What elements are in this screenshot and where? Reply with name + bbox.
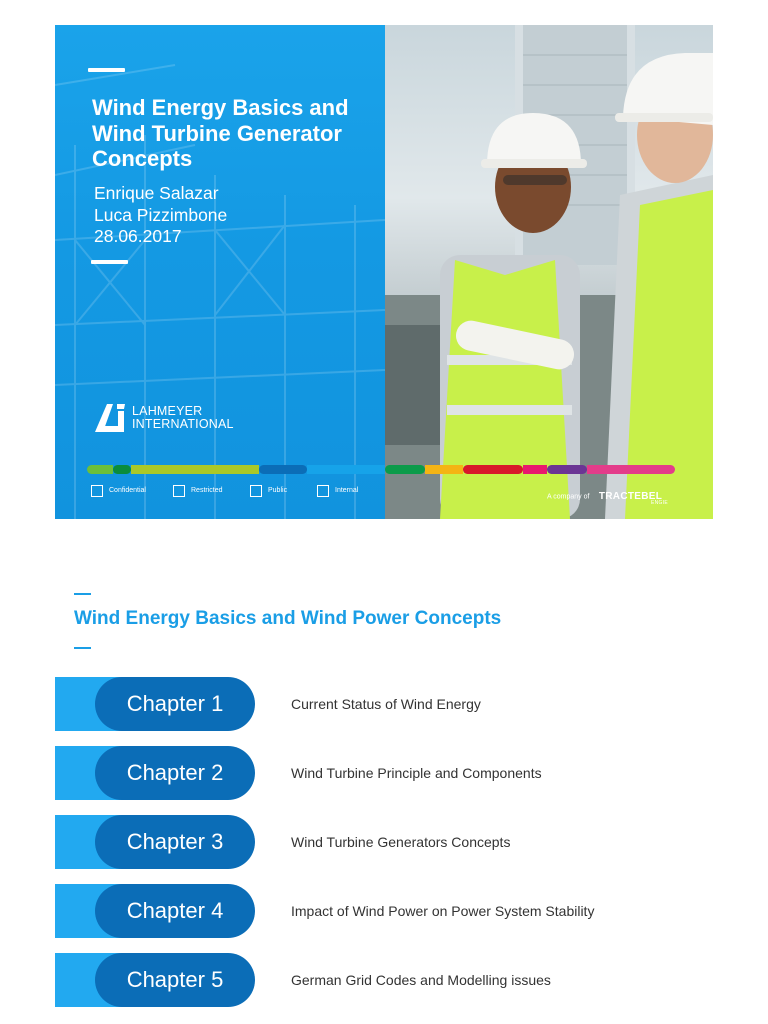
- chapter-2-row[interactable]: [55, 746, 655, 800]
- chapter-5-button[interactable]: Chapter 5: [95, 953, 255, 1007]
- authors-block: [94, 183, 227, 248]
- chapter-4-title: Impact of Wind Power on Power System Stability: [291, 903, 595, 919]
- slide-title: [92, 95, 382, 172]
- agenda-dash-bottom: [74, 647, 91, 649]
- chapter-1-button[interactable]: Chapter 1: [95, 677, 255, 731]
- chapter-1-title: Current Status of Wind Energy: [291, 696, 481, 712]
- title-dash-top: [88, 68, 125, 72]
- public-checkbox[interactable]: [250, 485, 262, 497]
- public-label: Public: [268, 487, 288, 494]
- slide-title-line-1: Wind Energy Basics and: [92, 95, 349, 120]
- engineers-illustration: [385, 25, 713, 519]
- title-dash-bottom: [91, 260, 128, 264]
- internal-checkbox[interactable]: [317, 485, 329, 497]
- tractebel-logo: TRACTEBEL: [598, 491, 663, 503]
- classification-confidential[interactable]: [91, 485, 146, 498]
- engineers-photo: [385, 25, 713, 519]
- tractebel-branding: [547, 488, 669, 506]
- lahmeyer-logo-icon: [93, 398, 129, 434]
- company-prefix: A company of: [547, 493, 590, 501]
- chapter-2-title: Wind Turbine Principle and Components: [291, 765, 542, 781]
- confidential-label: Confidential: [109, 487, 146, 494]
- classification-restricted[interactable]: [173, 485, 223, 498]
- agenda-title: Wind Energy Basics and Wind Power Concepts: [74, 608, 502, 629]
- chapter-1-row[interactable]: [55, 677, 655, 731]
- restricted-label: Restricted: [191, 487, 223, 494]
- slide-title-line-3: Concepts: [92, 146, 193, 171]
- engie-logo: ENGIE: [651, 500, 669, 506]
- chapter-4-button[interactable]: Chapter 4: [95, 884, 255, 938]
- classification-public[interactable]: [250, 485, 287, 498]
- agenda-dash-top: [74, 593, 91, 595]
- lahmeyer-logo-text: [132, 405, 234, 431]
- presentation-date: 28.06.2017: [94, 226, 182, 246]
- chapter-3-button[interactable]: Chapter 3: [95, 815, 255, 869]
- chapter-3-row[interactable]: [55, 815, 655, 869]
- internal-label: Internal: [335, 487, 359, 494]
- author-2: Luca Pizzimbone: [94, 204, 228, 225]
- chapter-5-row[interactable]: [55, 953, 655, 1007]
- lahmeyer-logo: [93, 398, 243, 438]
- slide-title-line-2: Wind Turbine Generator: [92, 120, 342, 146]
- logo-line-1: LAHMEYER: [132, 404, 203, 418]
- classification-internal[interactable]: [317, 485, 358, 498]
- color-stripe: [87, 465, 675, 474]
- chapter-4-row[interactable]: [55, 884, 655, 938]
- confidential-checkbox[interactable]: [91, 485, 103, 497]
- restricted-checkbox[interactable]: [173, 485, 185, 497]
- author-1: Enrique Salazar: [94, 183, 219, 203]
- chapter-3-title: Wind Turbine Generators Concepts: [291, 834, 511, 850]
- chapter-2-button[interactable]: Chapter 2: [95, 746, 255, 800]
- title-slide: [55, 25, 713, 519]
- logo-line-2: INTERNATIONAL: [132, 417, 234, 431]
- chapter-5-title: German Grid Codes and Modelling issues: [291, 972, 551, 988]
